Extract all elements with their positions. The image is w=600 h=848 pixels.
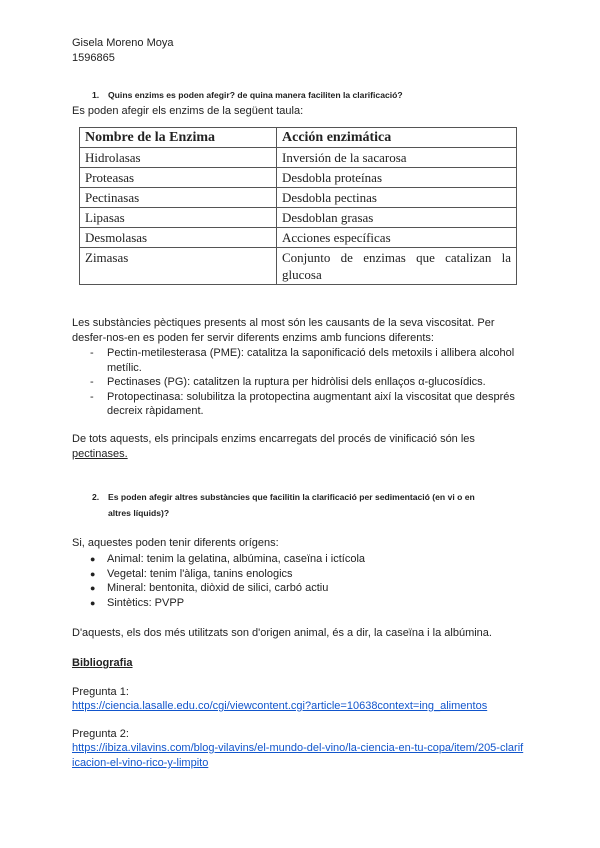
enzyme-table — [79, 127, 517, 285]
table-cell-action-line1: Conjunto de enzimas que catalizan la — [282, 250, 511, 265]
list-item — [90, 581, 530, 596]
question-2 — [92, 489, 475, 521]
bullet-marker: ● — [90, 568, 96, 579]
paragraph-main-enzymes-1: De tots aquests, els principals enzims encarregats del procés de vinificació són les — [72, 433, 475, 445]
table-cell-action: Desdobla proteínas — [277, 168, 517, 188]
table-cell-enzyme: Desmolasas — [80, 228, 277, 248]
paragraph-pectic-1: Les substàncies pèctiques presents al most són les causants de la seva viscositat. Per — [72, 317, 495, 329]
list-item-text: Sintètics: PVPP — [107, 596, 185, 609]
table-cell-action: Acciones específicas — [277, 228, 517, 248]
table-row — [80, 148, 517, 168]
list-item — [90, 346, 530, 375]
table-cell-action: Inversión de la sacarosa — [277, 148, 517, 168]
paragraph-pectic-2: desfer-nos-en es poden fer servir diferents enzims amb funcions diferents: — [72, 332, 434, 344]
table-row — [80, 248, 517, 285]
question-2-line2: altres líquids)? — [108, 508, 170, 518]
question-1 — [92, 87, 403, 103]
table-cell-enzyme: Pectinasas — [80, 188, 277, 208]
table-cell-action-line2: glucosa — [282, 267, 322, 282]
list-item-text: Animal: tenim la gelatina, albúmina, caseïna i ictícola — [107, 553, 366, 565]
bullet-marker: ● — [90, 583, 96, 594]
list-item-line1: Pectinases (PG): catalitzen la ruptura per hidròlisi dels enllaços α-glucosídics. — [107, 376, 486, 388]
table-cell-enzyme: Proteasas — [80, 168, 277, 188]
list-item — [90, 567, 530, 582]
table-header-enzyme: Nombre de la Enzima — [80, 128, 277, 148]
question-1-text: Quins enzims es poden afegir? de quina manera faciliten la clarificació? — [108, 90, 403, 100]
dash-marker: - — [90, 347, 94, 359]
paragraph-origins: Si, aquestes poden tenir diferents orígens: — [72, 537, 279, 549]
list-item — [90, 596, 530, 611]
table-header-action: Acción enzimática — [277, 128, 517, 148]
dash-marker: - — [90, 376, 94, 388]
author-id: 1596865 — [72, 52, 115, 64]
bibliography-heading: Bibliografia — [72, 657, 133, 669]
question-2-number: 2. — [92, 492, 100, 502]
table-row — [80, 188, 517, 208]
bibliography-q2-link-continued[interactable]: icacion-el-vino-rico-y-limpito — [72, 757, 209, 769]
author-name: Gisela Moreno Moya — [72, 37, 174, 49]
list-item-text: Mineral: bentonita, diòxid de silici, carbó actiu — [107, 582, 329, 595]
dash-marker: - — [90, 390, 94, 403]
enzyme-function-list — [90, 346, 530, 419]
paragraph-conclusion: D'aquests, els dos més utilitzats son d'origen animal, és a dir, la caseïna i la albúmina. — [72, 627, 492, 639]
bullet-marker: ● — [90, 554, 96, 564]
bibliography-q1-link[interactable]: https://ciencia.lasalle.edu.co/cgi/viewcontent.cgi?article=10638context=ing_alimentos — [72, 700, 488, 712]
table-cell-enzyme: Hidrolasas — [80, 148, 277, 168]
table-row — [80, 208, 517, 228]
question-1-number: 1. — [92, 90, 100, 100]
list-item-line1: Protopectinasa: solubilitza la protopectina augmentant així la viscositat que després — [107, 390, 515, 403]
table-row — [80, 228, 517, 248]
list-item — [90, 390, 530, 419]
list-item-line2: decreix ràpidament. — [107, 405, 204, 417]
paragraph-main-enzymes-2: pectinases. — [72, 448, 128, 460]
table-cell-action: Desdobla pectinas — [277, 188, 517, 208]
list-item — [90, 552, 530, 567]
table-cell-enzyme: Lipasas — [80, 208, 277, 228]
list-item — [90, 375, 530, 390]
question-1-intro: Es poden afegir els enzims de la següent taula: — [72, 105, 304, 117]
bibliography-q1-label: Pregunta 1: — [72, 686, 129, 698]
table-header-row — [80, 128, 517, 148]
table-row — [80, 168, 517, 188]
bibliography-q2-label: Pregunta 2: — [72, 728, 129, 740]
table-cell-action — [277, 248, 517, 285]
bullet-marker: ● — [90, 597, 96, 608]
table-cell-enzyme: Zimasas — [80, 248, 277, 285]
list-item-line2: metílic. — [107, 361, 142, 374]
origins-list — [90, 552, 530, 610]
table-cell-action: Desdoblan grasas — [277, 208, 517, 228]
bibliography-q2-link[interactable]: https://ibiza.vilavins.com/blog-vilavins/el-mundo-del-vino/la-ciencia-en-tu-copa/item/205-clarif — [72, 742, 524, 754]
question-2-line1: Es poden afegir altres substàncies que facilitin la clarificació per sedimentació (en vi o en — [108, 492, 475, 502]
list-item-line1: Pectin-metilesterasa (PME): catalitza la saponificació dels metoxils i allibera alcohol — [107, 347, 515, 359]
list-item-text: Vegetal: tenim l'àliga, tanins enologics — [107, 567, 293, 580]
